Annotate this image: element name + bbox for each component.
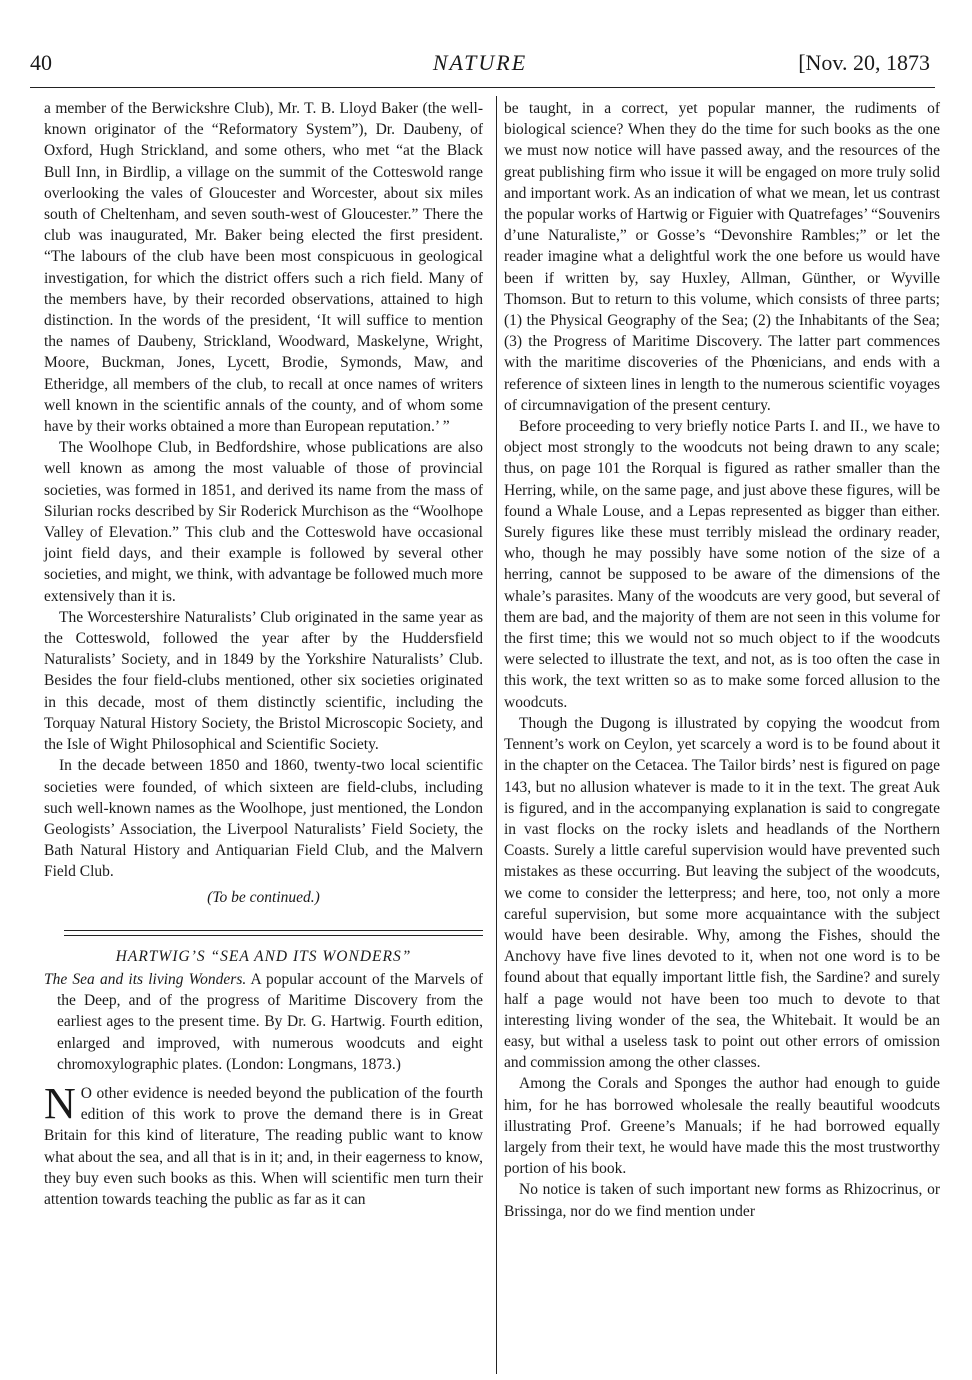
section-title: HARTWIG’S “SEA AND ITS WONDERS” — [115, 947, 412, 965]
header-rule — [30, 87, 935, 88]
paragraph: Among the Corals and Sponges the author had enough to guide him, for he has borrowed wholesale the really beautiful woodcuts illustrating Prof. Greene’s Manuals; if he had borrowed equally largely from their text, he would have made this the most trustworthy portion of his book. — [504, 1075, 940, 1178]
book-reference — [44, 969, 483, 1075]
review-opening — [44, 1078, 483, 1210]
page-number: 40 — [30, 50, 52, 75]
column-divider — [496, 96, 497, 1374]
paragraph: be taught, in a correct, yet popular manner, the rudiments of biological science? When they do the time for such books as the one we must now notice will have passed away, and the resources of the great publishing firm who issue it will be engaged on more truly solid and important work. As an indication of what we mean, let us contrast the popular works of Hartwig or Figuier with Quatrefages’ “Souvenirs d’une Naturaliste,” or Gosse’s “Devonshire Rambles;” or let the reader imagine what a delightful work the one before us would have been if written by, say Huxley, Allman, Günther, or Wyville Thomson. But to return to this volume, which consists of three parts; (1) the Physical Geography of the Sea; (2) the Inhabitants of the Sea; (3) the Progress of Maritime Discovery. The latter part commences with the maritime discoveries of the Phœnicians, and ends with a reference of sixteen lines in length to the numerous scientific voyages of circumnavigation of the present century. — [504, 100, 940, 414]
paragraph: The Worcestershire Naturalists’ Club originated in the same year as the Cotteswold, followed the year after by the Huddersfield Naturalists’ Society, and in 1849 by the Yorkshire Naturalists’ Club. Besides the four field-clubs mentioned, other six societies originated in this decade, most of them distinctly scientific, including the Torquay Natural History Society, the Bristol Microscopic Society, and the Isle of Wight Philosophical and Scientific Society. — [44, 608, 483, 754]
book-description: A popular account of the Marvels of the Deep, and of the progress of Maritime Discovery from the earliest ages to the present time. By Dr. G. Hartwig. Fourth edition, enlarged and improved, with numerous woodcuts and eight chromoxylographic plates. (London: Longmans, 1873.) — [57, 970, 483, 1073]
issue-date: [Nov. 20, 1873 — [798, 50, 930, 75]
right-column — [504, 98, 940, 1222]
paragraph: Though the Dugong is illustrated by copying the woodcut from Tennent’s work on Ceylon, yet scarcely a word is to be found about it in the chapter on the Cetacea. The Tailor birds’ nest is figured on page 143, but no allusion whatever is made to it in the text. The great Auk is figured, and in the accompanying explanation is said to congregate in vast flocks on the rocky islets and headlands of the Northern Coasts. Surely a little careful supervision would have prevented such mistakes as these occurring. But leaving the subject of the woodcuts, we come to consider the letterpress; and here, too, not only a more careful supervision, but some more acquaintance with the subject would have been desirable. Why, among the Fishes, should the Anchovy have five lines devoted to it, when not one word is to be found about that equally important little fish, the Sardine? and surely half a page would not have been too much to devote to that interesting living wonder of the sea, the Whitebait. It would be an easy, but withal a useless task to point out other errors of omission and commission among the other classes. — [504, 714, 940, 1072]
left-column — [44, 98, 483, 1210]
to-be-continued: (To be continued.) — [207, 888, 320, 906]
book-title: The Sea and its living Wonders. — [44, 970, 247, 988]
paragraph: a member of the Berwickshre Club), Mr. T. B. Lloyd Baker (the well-known originator of the “Reformatory System”), Dr. Daubeny, of Oxford, Hugh Strickland, and some others, who met “at the Black Bull Inn, in Birdlip, a village on the summit of the Cotteswold range overlooking the vales of Gloucester and Worcester, about six miles south of Cheltenham, and seven south-west of Gloucester.” There the club was inaugurated, Mr. Baker being elected the first president. “The labours of the club have been most conspicuous in geological investigation, for which the district offers such a rich field. Many of the members have, by their recorded observations, attained to high distinction. In the words of the president, ‘It will suffice to mention the names of Daubeny, Strickland, Woodward, Maskelyne, Wright, Moore, Buckman, Jones, Lycett, Brodie, Symonds, Maw, and Etheridge, all members of the club, to recall at once names of writers well known in the scientific annals of the county, and of whom some have by their works obtained a more than European reputation.’ ” — [44, 100, 483, 436]
journal-title: NATURE — [432, 50, 528, 75]
page-header — [30, 50, 930, 84]
paragraph: In the decade between 1850 and 1860, twenty-two local scientific societies were founded, of which sixteen are field-clubs, including such well-known names as the Woolhope, just mentioned, the London Geologists’ Association, the Liverpool Naturalists’ Field Society, the Bath Natural History and Antiquarian Field Club, and the Malvern Field Club. — [44, 757, 483, 881]
paragraph: O other evidence is needed beyond the publication of the fourth edition of this work to prove the demand there is in Great Britain for this kind of literature, The reading public want to know what about the sea, and all that is in it; and, in their eagerness to know, they buy even such books as this. When will scientific men turn their attention towards teaching the public as far as it can — [44, 1084, 483, 1208]
paragraph: The Woolhope Club, in Bedfordshire, whose publications are also well known as among the most valuable of those of provincial societies, was formed in 1851, and derived its name from the mass of Silurian rocks described by Sir Roderick Murchison as the “Woolhope Valley of Elevation.” This club and the Cotteswold have occasional joint field days, and their example is followed by several other societies, and might, we think, with advantage be followed much more extensively than it is. — [44, 439, 483, 605]
section-divider — [64, 930, 483, 936]
paragraph: No notice is taken of such important new forms as Rhizocrinus, or Brissinga, nor do we find mention under — [504, 1181, 940, 1220]
drop-cap: N — [44, 1078, 76, 1128]
paragraph: Before proceeding to very briefly notice Parts I. and II., we have to object most strongly to the woodcuts not being drawn to any scale; thus, on page 101 the Rorqual is figured as rather smaller than the Herring, while, on the same page, and just above these figures, will be found a Whale Louse, and a Lepas represented as bigger than either. Surely figures like these must terribly mislead the ordinary reader, who, though he may possibly have some notion of the size of a herring, cannot be supposed to be aware of the dimensions of the whale’s parasites. Many of the woodcuts are very good, but several of them are bad, and the majority of them are not seen in this volume for the first time; this we would not so much object to if the woodcuts were selected to illustrate the text, and not, as is too often the case in this work, the text written so as to make some forced allusion to the woodcuts. — [504, 418, 940, 711]
